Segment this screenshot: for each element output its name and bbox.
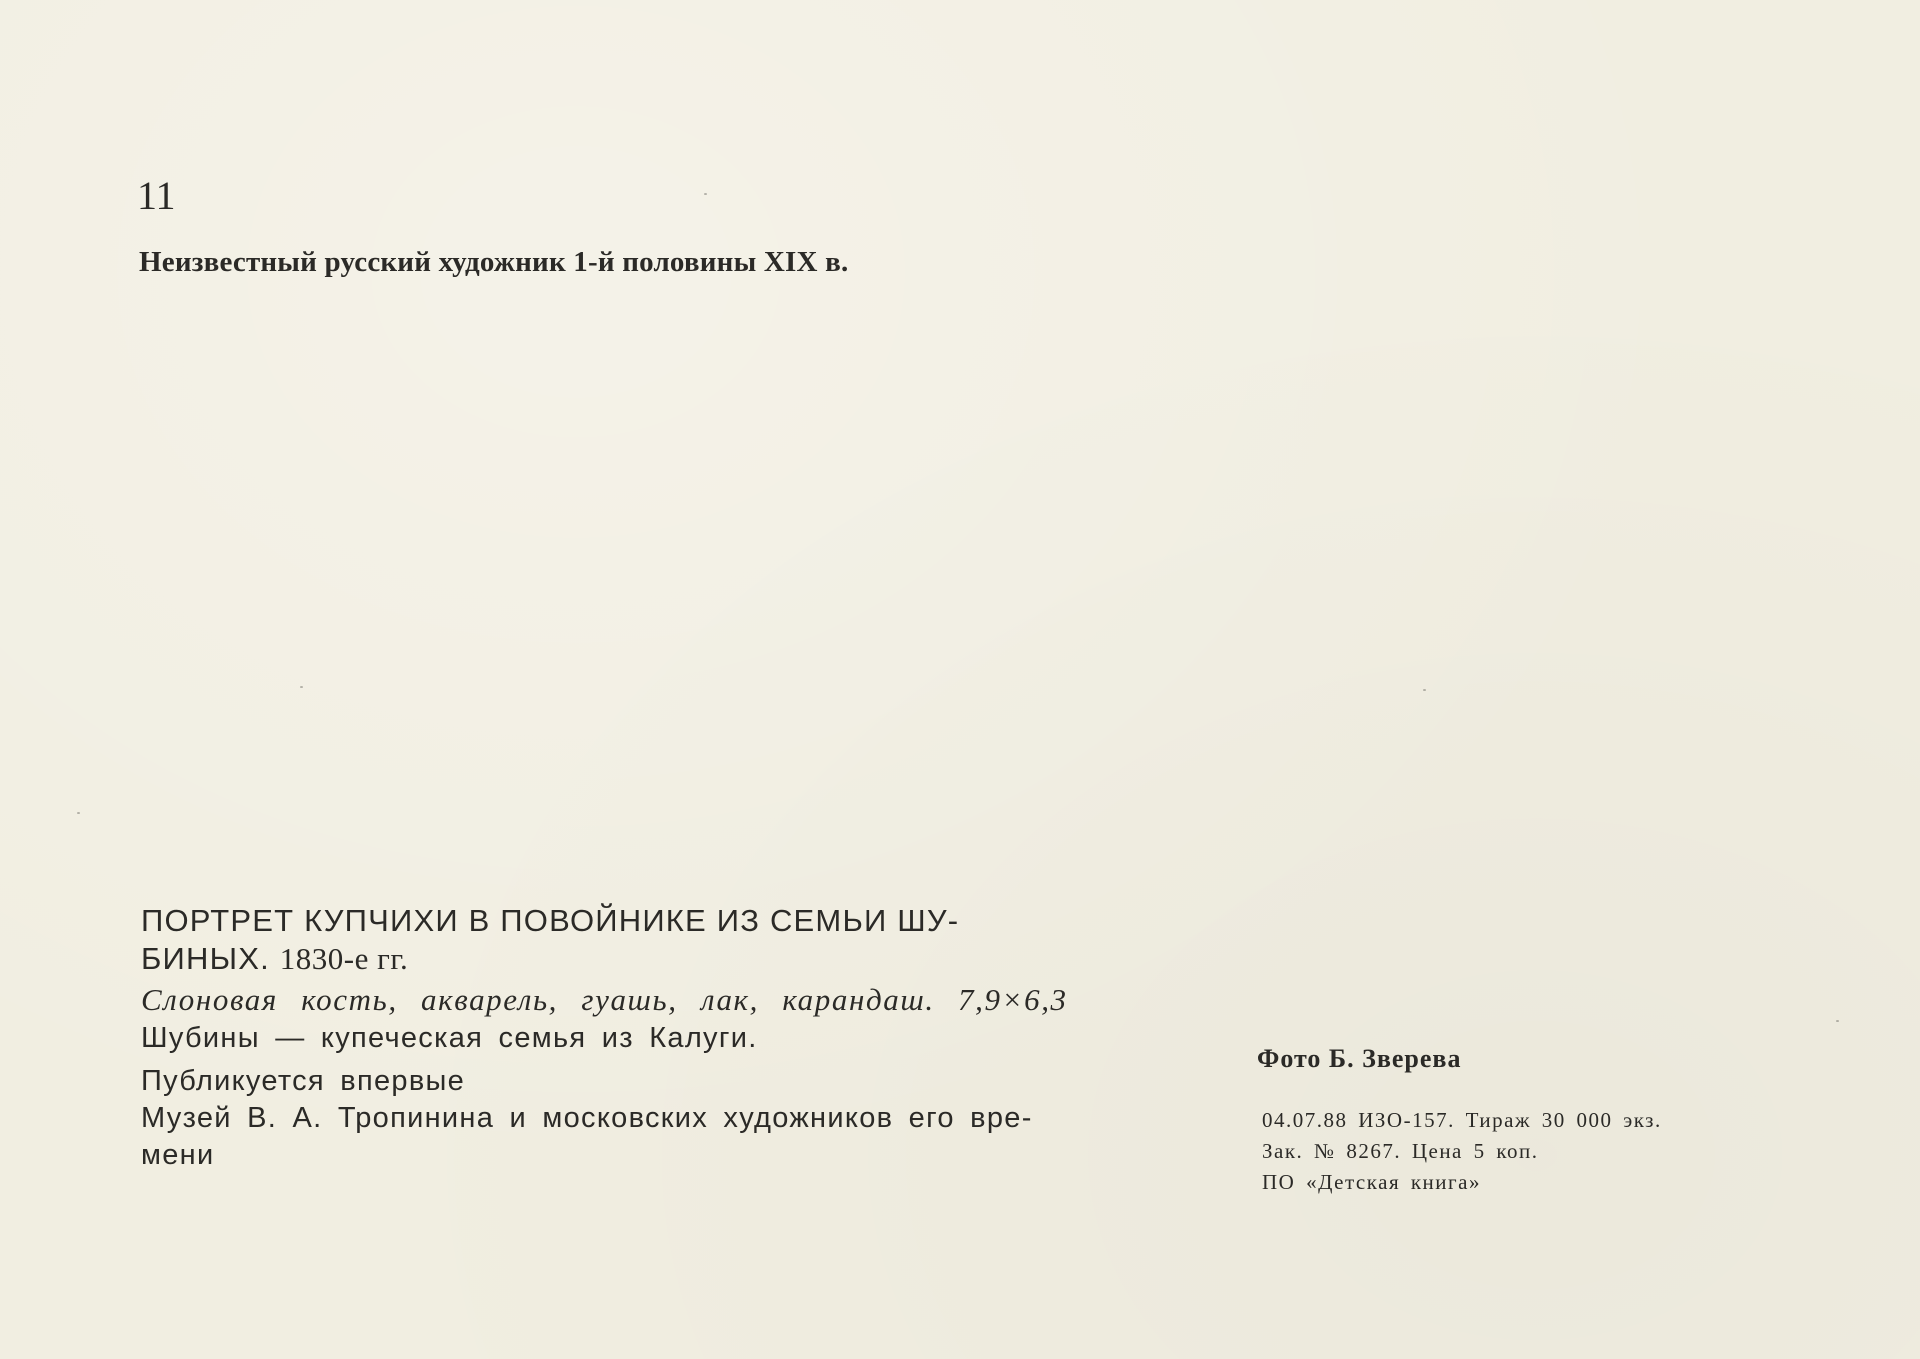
artwork-date: 1830-е гг. <box>279 941 409 976</box>
artwork-title-end: БИНЫХ. <box>141 941 270 976</box>
publisher-imprint <box>1262 1105 1662 1198</box>
artwork-title-line-2 <box>141 940 1201 978</box>
paper-speck <box>300 686 303 688</box>
paper-speck <box>1423 689 1426 691</box>
imprint-line-2: Зак. № 8267. Цена 5 коп. <box>1262 1139 1539 1163</box>
museum-line-2: мени <box>141 1139 215 1171</box>
paper-speck <box>704 193 707 195</box>
imprint-line-1: 04.07.88 ИЗО-157. Тираж 30 000 экз. <box>1262 1108 1662 1132</box>
paper-speck <box>1836 1020 1839 1022</box>
artwork-description: Шубины — купеческая семья из Калуги. <box>141 1022 758 1054</box>
plate-number: 11 <box>137 173 176 218</box>
artist-attribution: Неизвестный русский художник 1-й половины XIX в. <box>139 246 849 278</box>
photo-credit: Фото Б. Зверева <box>1257 1044 1462 1073</box>
publication-note: Публикуется впервые <box>141 1065 466 1097</box>
artwork-medium: Слоновая кость, акварель, гуашь, лак, карандаш. 7,9×6,3 <box>141 982 1068 1017</box>
artwork-title-line-1: ПОРТРЕТ КУПЧИХИ В ПОВОЙНИКЕ ИЗ СЕМЬИ ШУ- <box>141 903 960 938</box>
artwork-caption <box>141 902 1201 1174</box>
imprint-line-3: ПО «Детская книга» <box>1262 1170 1481 1194</box>
paper-speck <box>77 812 80 814</box>
museum-line-1: Музей В. А. Тропинина и московских художников его вре- <box>141 1102 1033 1134</box>
